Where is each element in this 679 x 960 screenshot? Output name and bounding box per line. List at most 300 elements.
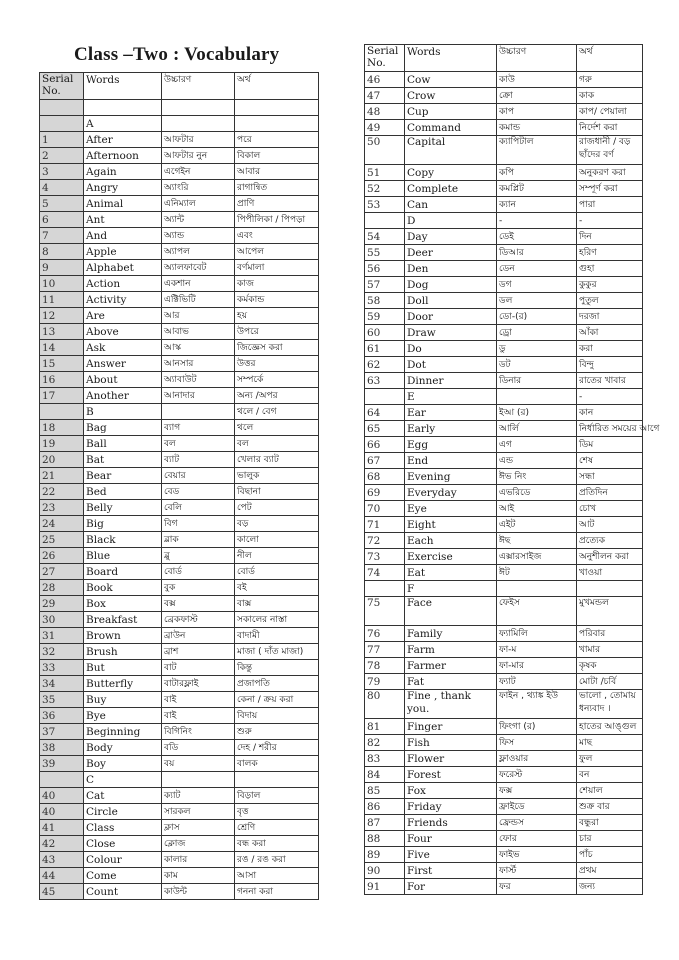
table-row [40,564,319,580]
word-cell: Eye [405,501,497,517]
word-cell: Answer [84,356,162,372]
serial-cell: 83 [365,751,405,767]
word-cell: Book [84,580,162,596]
meaning-cell: আট [577,517,643,533]
pronunciation-cell: ফা-মার [497,658,577,674]
pronunciation-cell: সারকল [162,804,235,820]
word-cell: Forest [405,767,497,783]
pronunciation-cell [162,404,235,420]
pronunciation-header: উচ্চারণ [497,45,577,72]
table-row [365,453,643,469]
pronunciation-cell: ব্লু [162,548,235,564]
meaning-cell: শুরু [235,724,319,740]
word-cell: Fox [405,783,497,799]
serial-cell: 62 [365,357,405,373]
table-row [365,517,643,533]
pronunciation-cell: বেলি [162,500,235,516]
pronunciation-cell: ফার্স্ট [497,863,577,879]
meaning-cell: অনুকরণ করা [577,165,643,181]
meaning-cell: খেলার ব্যাট [235,452,319,468]
word-cell [84,100,162,116]
pronunciation-cell: ফক্স [497,783,577,799]
serial-cell: 6 [40,212,84,228]
pronunciation-cell: ডট [497,357,577,373]
meaning-cell: অনুশীলন করা [577,549,643,565]
word-cell: Complete [405,181,497,197]
pronunciation-cell: আস্ক [162,340,235,356]
meaning-cell: কৃষক [577,658,643,674]
serial-cell: 7 [40,228,84,244]
serial-cell: 90 [365,863,405,879]
serial-cell: 82 [365,735,405,751]
meaning-cell: প্রতিদিন [577,485,643,501]
table-row [40,756,319,772]
meaning-cell: এবং [235,228,319,244]
word-cell: Black [84,532,162,548]
word-cell: Come [84,868,162,884]
table-row [365,597,643,626]
pronunciation-cell: কাউ [497,72,577,88]
word-cell: Fat [405,674,497,690]
table-row [40,100,319,116]
word-cell: Door [405,309,497,325]
word-cell: Board [84,564,162,580]
serial-cell: 63 [365,373,405,389]
meaning-cell: কেনা / ক্রয় করা [235,692,319,708]
serial-cell: 29 [40,596,84,612]
serial-cell: 17 [40,388,84,404]
pronunciation-cell: ডগ [497,277,577,293]
table-row [40,596,319,612]
meaning-cell: আপেল [235,244,319,260]
meaning-cell: পিপীলিকা / পিপড়া [235,212,319,228]
pronunciation-cell: বুক [162,580,235,596]
serial-cell: 1 [40,132,84,148]
table-row [365,245,643,261]
pronunciation-cell: আই [497,501,577,517]
pronunciation-cell: কালার [162,852,235,868]
pronunciation-cell: ডু [497,341,577,357]
pronunciation-cell: এন্ড [497,453,577,469]
table-row [40,644,319,660]
meaning-cell: নির্দেশ করা [577,120,643,136]
pronunciation-cell: এক্টিভিটি [162,292,235,308]
serial-cell: 55 [365,245,405,261]
meaning-cell: কাপ/ পেয়ালা [577,104,643,120]
meaning-cell: দরজা [577,309,643,325]
serial-cell: 2 [40,148,84,164]
serial-header: Serial No. [365,45,405,72]
words-header: Words [84,73,162,100]
word-cell: Deer [405,245,497,261]
meaning-cell: বিদায় [235,708,319,724]
meaning-cell: করা [577,341,643,357]
word-cell: Fish [405,735,497,751]
meaning-cell: কালো [235,532,319,548]
meaning-header: অর্থ [235,73,319,100]
word-cell: And [84,228,162,244]
table-row [365,120,643,136]
word-cell: Breakfast [84,612,162,628]
pronunciation-cell: ব্যাট [162,452,235,468]
pronunciation-cell: অ্যালফাবেট [162,260,235,276]
pronunciation-cell: কাউন্ট [162,884,235,900]
word-cell: Box [84,596,162,612]
table-row [40,612,319,628]
meaning-cell: আঁকা [577,325,643,341]
serial-cell [365,213,405,229]
word-cell: Animal [84,196,162,212]
word-cell: Brush [84,644,162,660]
serial-cell [365,389,405,405]
pronunciation-cell: কমান্ড [497,120,577,136]
serial-cell [40,404,84,420]
table-row [365,373,643,389]
word-cell: Farmer [405,658,497,674]
serial-cell: 38 [40,740,84,756]
pronunciation-cell [162,772,235,788]
pronunciation-cell: ক্রো [497,88,577,104]
serial-cell: 48 [365,104,405,120]
serial-cell: 46 [365,72,405,88]
word-cell: Blue [84,548,162,564]
table-row [365,847,643,863]
meaning-cell: সকালের নাস্তা [235,612,319,628]
meaning-cell: বিছানা [235,484,319,500]
meaning-cell: ডিম [577,437,643,453]
word-cell: After [84,132,162,148]
serial-cell: 84 [365,767,405,783]
meaning-cell: রঙ / রঙ করা [235,852,319,868]
pronunciation-cell: ক্যান [497,197,577,213]
meaning-cell: বিড়াল [235,788,319,804]
serial-cell: 71 [365,517,405,533]
word-cell: C [84,772,162,788]
table-body-right [365,72,660,895]
serial-cell: 59 [365,309,405,325]
word-cell: Copy [405,165,497,181]
word-cell: Cow [405,72,497,88]
word-cell: Alphabet [84,260,162,276]
meaning-cell: প্রথম [577,863,643,879]
meaning-cell: গরু [577,72,643,88]
serial-cell [40,100,84,116]
table-row [40,276,319,292]
word-cell: But [84,660,162,676]
table-row [365,357,643,373]
table-row [40,164,319,180]
serial-cell: 9 [40,260,84,276]
word-cell: Friends [405,815,497,831]
table-row [365,879,643,895]
word-cell: Crow [405,88,497,104]
meaning-cell: কাজ [235,276,319,292]
meaning-cell: পেট [235,500,319,516]
pronunciation-cell: অ্যান্ড [162,228,235,244]
pronunciation-cell: ডেন [497,261,577,277]
word-cell: Evening [405,469,497,485]
table-row [365,277,643,293]
serial-cell: 36 [40,708,84,724]
word-cell: Bag [84,420,162,436]
table-row [40,724,319,740]
serial-cell: 10 [40,276,84,292]
table-row [40,484,319,500]
word-cell: Cup [405,104,497,120]
serial-cell: 51 [365,165,405,181]
pronunciation-cell: ব্যাগ [162,420,235,436]
serial-cell: 56 [365,261,405,277]
pronunciation-cell [162,100,235,116]
pronunciation-cell: ডো-(র) [497,309,577,325]
meaning-cell: - [577,213,643,229]
table-row [40,772,319,788]
table-row [365,88,643,104]
table-row [40,852,319,868]
table-row [40,452,319,468]
meaning-cell: বাক্স [235,596,319,612]
word-cell: Are [84,308,162,324]
serial-cell: 27 [40,564,84,580]
word-cell: Fine , thank you. [405,690,497,719]
word-cell: Apple [84,244,162,260]
serial-cell: 89 [365,847,405,863]
meaning-cell: জিজ্ঞেস করা [235,340,319,356]
meaning-cell [235,116,319,132]
pronunciation-cell: বল [162,436,235,452]
word-cell: Activity [84,292,162,308]
meaning-cell: ভালুক [235,468,319,484]
serial-cell: 12 [40,308,84,324]
meaning-cell: হরিণ [577,245,643,261]
serial-cell [40,772,84,788]
serial-cell: 32 [40,644,84,660]
word-cell: Exercise [405,549,497,565]
words-header: Words [405,45,497,72]
table-row [40,580,319,596]
pronunciation-cell: এগ [497,437,577,453]
meaning-cell: নীল [235,548,319,564]
meaning-cell: মোটা /চর্বি [577,674,643,690]
word-cell: Ask [84,340,162,356]
table-row [365,293,643,309]
meaning-cell: চার [577,831,643,847]
word-cell: End [405,453,497,469]
table-row [365,309,643,325]
pronunciation-cell: বিগ [162,516,235,532]
word-cell: Bat [84,452,162,468]
word-cell: Butterfly [84,676,162,692]
pronunciation-cell: এনিম্যাল [162,196,235,212]
table-row [365,626,643,642]
table-body-left [40,100,319,900]
meaning-cell: - [577,389,643,405]
table-row [365,469,643,485]
word-cell: Class [84,820,162,836]
pronunciation-cell [497,581,577,597]
serial-cell: 19 [40,436,84,452]
serial-cell: 87 [365,815,405,831]
table-row [365,549,643,565]
meaning-cell: বিকাল [235,148,319,164]
table-row [365,72,643,88]
pronunciation-cell: - [497,213,577,229]
meaning-cell: কিন্তু [235,660,319,676]
table-row [40,516,319,532]
table-row [365,565,643,581]
word-cell: Bear [84,468,162,484]
serial-cell: 49 [365,120,405,136]
table-row [40,324,319,340]
serial-cell: 81 [365,719,405,735]
serial-cell: 31 [40,628,84,644]
table-row [40,820,319,836]
word-cell: First [405,863,497,879]
pronunciation-cell: ফ্রাইডে [497,799,577,815]
meaning-cell: থলে / বেগ [235,404,319,420]
serial-cell: 4 [40,180,84,196]
pronunciation-cell: ডিনার [497,373,577,389]
serial-cell: 72 [365,533,405,549]
meaning-cell: কান [577,405,643,421]
meaning-cell: রাতের খাবার [577,373,643,389]
pronunciation-cell: বাট [162,660,235,676]
serial-cell: 50 [365,136,405,165]
word-cell: B [84,404,162,420]
serial-cell: 41 [40,820,84,836]
word-cell: Bed [84,484,162,500]
word-cell: Four [405,831,497,847]
word-cell: E [405,389,497,405]
table-row [40,420,319,436]
meaning-cell: নির্ধারিত সময়ের আগে [577,421,643,437]
meaning-cell: সম্পর্কে [235,372,319,388]
table-row [40,436,319,452]
word-cell: Day [405,229,497,245]
meaning-cell: বোর্ড [235,564,319,580]
meaning-cell: উত্তর [235,356,319,372]
table-row [365,181,643,197]
meaning-cell: শেষ [577,453,643,469]
page-title: Class –Two : Vocabulary [74,44,280,65]
serial-cell: 11 [40,292,84,308]
serial-cell: 16 [40,372,84,388]
serial-cell: 91 [365,879,405,895]
serial-cell: 28 [40,580,84,596]
pronunciation-cell: ইআ (র) [497,405,577,421]
serial-cell: 22 [40,484,84,500]
serial-cell: 34 [40,676,84,692]
serial-cell: 25 [40,532,84,548]
table-row [40,132,319,148]
table-row [40,692,319,708]
word-cell: Brown [84,628,162,644]
meaning-cell: আসা [235,868,319,884]
word-cell: Dot [405,357,497,373]
meaning-cell: দিন [577,229,643,245]
serial-cell: 44 [40,868,84,884]
vocabulary-table-right [364,44,660,895]
pronunciation-cell: কপি [497,165,577,181]
word-cell: Command [405,120,497,136]
word-cell: Face [405,597,497,626]
meaning-cell: বালক [235,756,319,772]
pronunciation-cell: এগেইন [162,164,235,180]
meaning-cell: ভালো , তোমায় ধন্যবাদ । [577,690,643,719]
meaning-cell: কর্মকান্ড [235,292,319,308]
pronunciation-cell: বয় [162,756,235,772]
table-row [365,658,643,674]
table-row [365,405,643,421]
pronunciation-cell: বোর্ড [162,564,235,580]
serial-cell: 8 [40,244,84,260]
pronunciation-cell: ব্রাশ [162,644,235,660]
serial-cell: 78 [365,658,405,674]
pronunciation-cell: আফটার নুন [162,148,235,164]
table-row [365,501,643,517]
serial-cell: 39 [40,756,84,772]
word-cell: Do [405,341,497,357]
table-row [365,581,643,597]
word-cell: Again [84,164,162,180]
meaning-cell: বন্ধ করা [235,836,319,852]
meaning-cell: কাক [577,88,643,104]
table-row [40,500,319,516]
pronunciation-cell: ক্লোজ [162,836,235,852]
meaning-cell: গুহা [577,261,643,277]
word-cell: Can [405,197,497,213]
word-cell: Action [84,276,162,292]
word-cell: Family [405,626,497,642]
word-cell: Circle [84,804,162,820]
table-row [40,660,319,676]
pronunciation-cell: বেয়ার [162,468,235,484]
table-row [40,740,319,756]
meaning-cell [577,581,643,597]
serial-cell: 58 [365,293,405,309]
table-row [365,261,643,277]
table-row [40,116,319,132]
serial-cell: 53 [365,197,405,213]
table-row [365,389,643,405]
table-row [40,628,319,644]
pronunciation-cell: ক্যাপিটাল [497,136,577,165]
table-row [40,292,319,308]
meaning-cell: মুখমন্ডল [577,597,643,626]
meaning-cell: পারা [577,197,643,213]
pronunciation-cell: ফাইভ [497,847,577,863]
meaning-cell: খাওয়া [577,565,643,581]
meaning-cell: গননা করা [235,884,319,900]
pronunciation-cell: অ্যাবাউট [162,372,235,388]
word-cell: Boy [84,756,162,772]
pronunciation-cell: আর্লি [497,421,577,437]
word-cell: Big [84,516,162,532]
serial-cell: 88 [365,831,405,847]
word-cell: Afternoon [84,148,162,164]
pronunciation-cell: ফোর [497,831,577,847]
serial-cell: 21 [40,468,84,484]
meaning-cell: হাতের আঙ্গুল [577,719,643,735]
word-cell: Buy [84,692,162,708]
table-row [365,735,643,751]
word-cell: Capital [405,136,497,165]
table-row [40,180,319,196]
meaning-cell: জন্য [577,879,643,895]
table-row [40,372,319,388]
table-row [365,863,643,879]
meaning-cell: রাজধানী / বড় ছাঁদের বর্ণ [577,136,643,165]
